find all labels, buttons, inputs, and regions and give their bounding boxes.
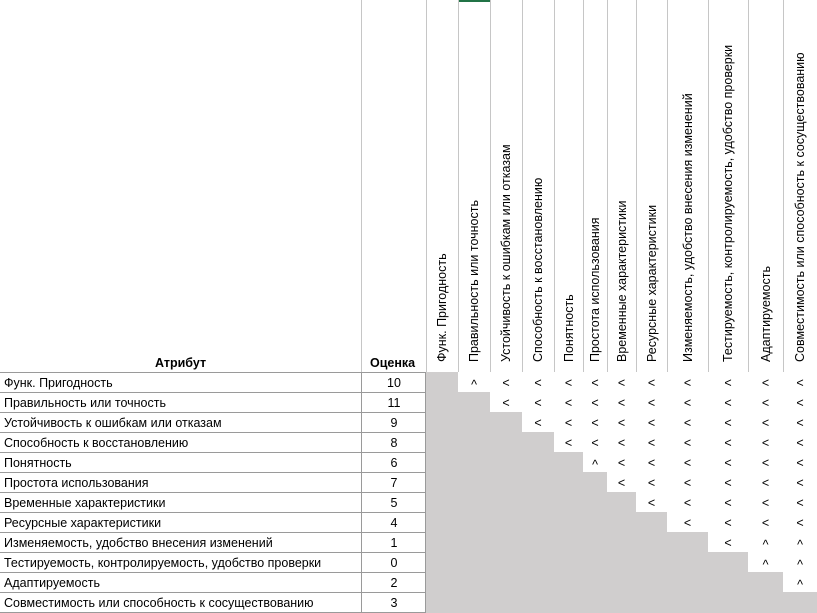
comparison-cell[interactable]: < (796, 436, 804, 450)
shaded-cell-range (426, 492, 636, 513)
row-gridline (0, 432, 426, 433)
comparison-cell[interactable]: ^ (762, 558, 769, 572)
row-gridline (0, 372, 426, 373)
shaded-cell-range (426, 372, 458, 393)
shaded-cell-range (426, 412, 522, 433)
comparison-cell[interactable]: < (617, 476, 626, 490)
comparison-cell[interactable]: ^ (471, 378, 477, 392)
header-gridline (583, 0, 584, 372)
comparison-cell[interactable]: < (647, 396, 656, 410)
comparison-cell[interactable]: < (591, 416, 599, 430)
comparison-cell[interactable]: < (647, 476, 656, 490)
comparison-cell[interactable]: < (683, 516, 692, 530)
comparison-cell[interactable]: < (502, 396, 510, 410)
comparison-cell[interactable]: < (591, 436, 599, 450)
comparison-cell[interactable]: < (724, 396, 732, 410)
comparison-cell[interactable]: < (683, 436, 692, 450)
comparison-cell[interactable]: ^ (797, 558, 803, 572)
comparison-cell[interactable]: < (761, 416, 770, 430)
column-header[interactable]: Временные характеристики (614, 200, 629, 362)
comparison-cell[interactable]: < (534, 416, 542, 430)
attribute-cell[interactable]: Временные характеристики (4, 496, 166, 510)
row-gridline (0, 452, 426, 453)
comparison-cell[interactable]: ^ (797, 578, 803, 592)
column-header[interactable]: Устойчивость к ошибкам или отказам (499, 144, 513, 362)
header-gridline (458, 0, 459, 372)
shaded-cell-range (426, 552, 748, 573)
shaded-cell-range (426, 472, 607, 493)
comparison-cell[interactable]: < (564, 436, 573, 450)
score-header[interactable]: Оценка (370, 356, 416, 370)
column-header[interactable]: Изменяемость, удобство внесения изменений (680, 93, 695, 362)
header-gridline (490, 0, 491, 372)
score-cell[interactable]: 6 (390, 456, 398, 470)
column-header[interactable]: Совместимость или способность к сосуществованию (793, 52, 807, 362)
comparison-cell[interactable]: < (617, 376, 626, 390)
row-gridline (0, 532, 426, 533)
comparison-cell[interactable]: < (647, 416, 656, 430)
comparison-cell[interactable]: < (617, 416, 626, 430)
comparison-cell[interactable]: < (647, 436, 656, 450)
header-gridline (426, 0, 427, 372)
comparison-cell[interactable]: < (761, 376, 770, 390)
comparison-cell[interactable]: < (796, 516, 804, 530)
attribute-cell[interactable]: Правильность или точность (4, 396, 166, 410)
comparison-cell[interactable]: < (683, 476, 692, 490)
attribute-cell[interactable]: Совместимость или способность к сосуществованию (4, 596, 314, 610)
comparison-cell[interactable]: < (647, 496, 656, 510)
comparison-cell[interactable]: < (796, 396, 804, 410)
comparison-cell[interactable]: < (683, 376, 692, 390)
comparison-cell[interactable]: < (534, 396, 542, 410)
score-cell[interactable]: 7 (390, 476, 398, 490)
comparison-cell[interactable]: ^ (762, 538, 769, 552)
header-gridline (748, 0, 749, 372)
comparison-cell[interactable]: < (683, 456, 692, 470)
column-header[interactable]: Тестируемость, контролируемость, удобство проверки (721, 44, 735, 362)
row-gridline (0, 572, 426, 573)
comparison-cell[interactable]: < (564, 396, 573, 410)
comparison-cell[interactable]: < (724, 516, 732, 530)
comparison-cell[interactable]: < (617, 396, 626, 410)
comparison-cell[interactable]: < (796, 416, 804, 430)
score-cell[interactable]: 8 (390, 436, 398, 450)
attribute-cell[interactable]: Адаптируемость (4, 576, 100, 590)
comparison-cell[interactable]: ^ (592, 458, 598, 472)
comparison-cell[interactable]: < (761, 476, 770, 490)
attribute-cell[interactable]: Тестируемость, контролируемость, удобство проверки (4, 556, 322, 570)
row-gridline (0, 472, 426, 473)
column-header[interactable]: Правильность или точность (467, 200, 481, 362)
column-header[interactable]: Способность к восстановлению (531, 177, 545, 362)
comparison-cell[interactable]: < (617, 436, 626, 450)
comparison-cell[interactable]: < (502, 376, 510, 390)
comparison-cell[interactable]: < (564, 416, 573, 430)
attribute-cell[interactable]: Ресурсные характеристики (4, 516, 162, 530)
header-gridline (361, 0, 362, 372)
header-gridline (554, 0, 555, 372)
score-cell[interactable]: 1 (390, 536, 398, 550)
comparison-cell[interactable]: < (647, 456, 656, 470)
shaded-cell-range (426, 452, 583, 473)
attribute-cell[interactable]: Функ. Пригодность (4, 376, 113, 390)
attribute-cell[interactable]: Способность к восстановлению (4, 436, 189, 450)
score-cell[interactable]: 9 (390, 416, 398, 430)
column-header[interactable]: Функ. Пригодность (435, 253, 449, 362)
score-cell[interactable]: 10 (387, 376, 401, 390)
comparison-cell[interactable]: < (683, 396, 692, 410)
attribute-cell[interactable]: Изменяемость, удобство внесения изменений (4, 536, 273, 550)
comparison-cell[interactable]: < (761, 456, 770, 470)
header-gridline (667, 0, 668, 372)
header-gridline (708, 0, 709, 372)
comparison-cell[interactable]: < (761, 516, 770, 530)
header-gridline (636, 0, 637, 372)
header-gridline (607, 0, 608, 372)
comparison-cell[interactable]: ^ (797, 538, 803, 552)
comparison-cell[interactable]: < (724, 536, 732, 550)
comparison-cell[interactable]: < (761, 436, 770, 450)
comparison-cell[interactable]: < (591, 376, 599, 390)
comparison-cell[interactable]: < (647, 376, 656, 390)
score-cell[interactable]: 0 (390, 556, 398, 570)
attribute-cell[interactable]: Понятность (4, 456, 72, 470)
comparison-cell[interactable]: < (761, 496, 770, 510)
comparison-cell[interactable]: < (617, 456, 626, 470)
comparison-cell[interactable]: < (683, 496, 692, 510)
shaded-cell-range (426, 572, 783, 593)
score-cell[interactable]: 3 (390, 596, 398, 610)
comparison-cell[interactable]: < (724, 496, 732, 510)
comparison-cell[interactable]: < (796, 476, 804, 490)
selected-column-accent (458, 0, 490, 2)
shaded-cell-range (426, 392, 490, 413)
column-header[interactable]: Понятность (561, 294, 576, 362)
comparison-cell[interactable]: < (796, 456, 804, 470)
shaded-cell-range (426, 532, 708, 553)
header-gridline (522, 0, 523, 372)
comparison-cell[interactable]: < (724, 436, 732, 450)
comparison-cell[interactable]: < (683, 416, 692, 430)
comparison-cell[interactable]: < (796, 496, 804, 510)
row-gridline (0, 392, 426, 393)
column-header[interactable]: Ресурсные характеристики (644, 204, 659, 362)
comparison-cell[interactable]: < (761, 396, 770, 410)
comparison-cell[interactable]: < (724, 456, 732, 470)
header-gridline (783, 0, 784, 372)
comparison-cell[interactable]: < (534, 376, 542, 390)
row-gridline (0, 412, 426, 413)
row-gridline (0, 492, 426, 493)
attribute-cell[interactable]: Простота использования (4, 476, 149, 490)
shaded-cell-range (426, 512, 667, 533)
column-header[interactable]: Адаптируемость (758, 266, 773, 362)
comparison-cell[interactable]: < (564, 376, 573, 390)
comparison-cell[interactable]: < (591, 396, 599, 410)
score-cell[interactable]: 4 (390, 516, 398, 530)
attribute-header[interactable]: Атрибут (155, 356, 207, 370)
shaded-cell-range (426, 432, 554, 453)
comparison-cell[interactable]: < (724, 476, 732, 490)
attribute-cell[interactable]: Устойчивость к ошибкам или отказам (4, 416, 222, 430)
row-gridline (0, 552, 426, 553)
column-header[interactable]: Простота использования (588, 217, 602, 362)
score-cell[interactable]: 11 (387, 396, 401, 410)
score-cell[interactable]: 5 (390, 496, 398, 510)
row-gridline (0, 592, 426, 593)
comparison-cell[interactable]: < (724, 416, 732, 430)
comparison-cell[interactable]: < (796, 376, 804, 390)
score-cell[interactable]: 2 (390, 576, 398, 590)
row-gridline (0, 512, 426, 513)
comparison-cell[interactable]: < (724, 376, 732, 390)
